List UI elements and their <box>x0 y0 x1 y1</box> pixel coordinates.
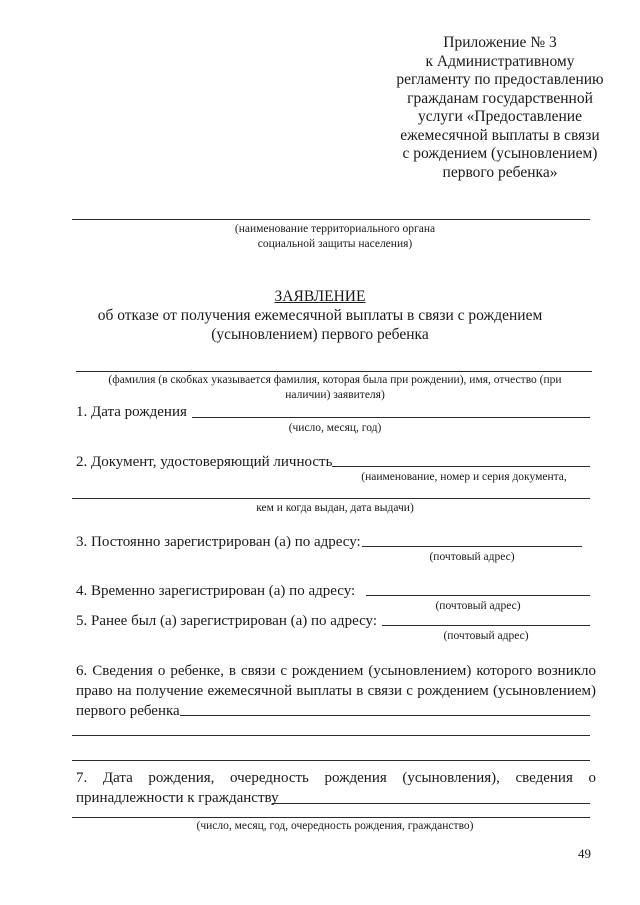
title-line-1: об отказе от получения ежемесячной выплаты в связи с рождением <box>97 307 543 324</box>
id-document-caption-1: (наименование, номер и серия документа, <box>361 471 567 483</box>
child-info-line-3: первого ребенка <box>76 703 180 719</box>
birth-details-caption: (число, месяц, год, очередность рождения, гражданство) <box>196 820 474 832</box>
applicant-name-fill-line[interactable] <box>76 371 592 372</box>
id-document-caption-2: кем и когда выдан, дата выдачи) <box>256 502 414 514</box>
birth-details-line-1: 7. Дата рождения, очередность рождения (усыновления), сведения о <box>76 770 596 786</box>
document-title <box>0 287 640 344</box>
birth-details-fill-line-1[interactable] <box>272 803 590 804</box>
temporary-address-label: 4. Временно зарегистрирован (а) по адресу: <box>76 583 356 599</box>
appendix-line: гражданам государственной <box>407 89 593 107</box>
birth-date-fill-line[interactable] <box>192 417 590 418</box>
id-document-label: 2. Документ, удостоверяющий личность <box>76 454 333 470</box>
title-line-2: (усыновлением) первого ребенка <box>211 326 429 343</box>
birth-date-label: 1. Дата рождения <box>76 404 187 420</box>
page-number: 49 <box>578 846 591 861</box>
previous-address-label: 5. Ранее был (а) зарегистрирован (а) по адресу: <box>76 613 378 629</box>
appendix-line: услуги «Предоставление <box>418 108 582 125</box>
authority-caption-1: (наименование территориального органа <box>234 223 436 235</box>
child-info-line-2: право на получение ежемесячной выплаты в связи с рождением (усыновлением) <box>76 683 596 699</box>
birth-details-line-2: принадлежности к гражданству <box>76 790 279 806</box>
child-info-line-1: 6. Сведения о ребенке, в связи с рождением (усыновлением) которого возникло <box>76 663 596 679</box>
child-info-paragraph <box>76 661 596 721</box>
birth-details-fill-line-2[interactable] <box>72 817 590 818</box>
previous-address-caption: (почтовый адрес) <box>443 630 529 642</box>
title-heading: ЗАЯВЛЕНИЕ <box>274 288 366 305</box>
authority-caption-2: социальной защиты населения) <box>257 238 413 250</box>
appendix-line: Приложение № 3 <box>443 34 557 51</box>
child-info-fill-line-1[interactable] <box>180 715 590 716</box>
id-document-fill-line-2[interactable] <box>72 498 590 499</box>
permanent-address-fill-line[interactable] <box>362 546 582 547</box>
appendix-header <box>375 34 625 182</box>
appendix-line: к Административному <box>425 52 575 70</box>
applicant-caption-1: (фамилия (в скобках указывается фамилия, которая была при рождении), имя, отчество (при <box>108 374 562 386</box>
authority-fill-line[interactable] <box>72 219 590 220</box>
id-document-fill-line-1[interactable] <box>332 466 590 467</box>
temporary-address-fill-line[interactable] <box>366 595 590 596</box>
child-info-fill-line-2[interactable] <box>72 735 590 736</box>
applicant-caption-2: наличии) заявителя) <box>285 389 385 401</box>
appendix-line: с рождением (усыновлением) <box>402 145 598 162</box>
appendix-line: первого ребенка» <box>442 163 558 181</box>
birth-details-paragraph <box>76 768 596 808</box>
appendix-line: ежемесячной выплаты в связи <box>400 126 600 144</box>
child-info-fill-line-3[interactable] <box>72 760 590 761</box>
permanent-address-label: 3. Постоянно зарегистрирован (а) по адресу: <box>76 534 361 550</box>
previous-address-fill-line[interactable] <box>382 625 590 626</box>
appendix-line: регламенту по предоставлению <box>396 71 604 88</box>
temporary-address-caption: (почтовый адрес) <box>435 600 521 612</box>
permanent-address-caption: (почтовый адрес) <box>429 551 515 563</box>
birth-date-caption: (число, месяц, год) <box>288 422 382 434</box>
